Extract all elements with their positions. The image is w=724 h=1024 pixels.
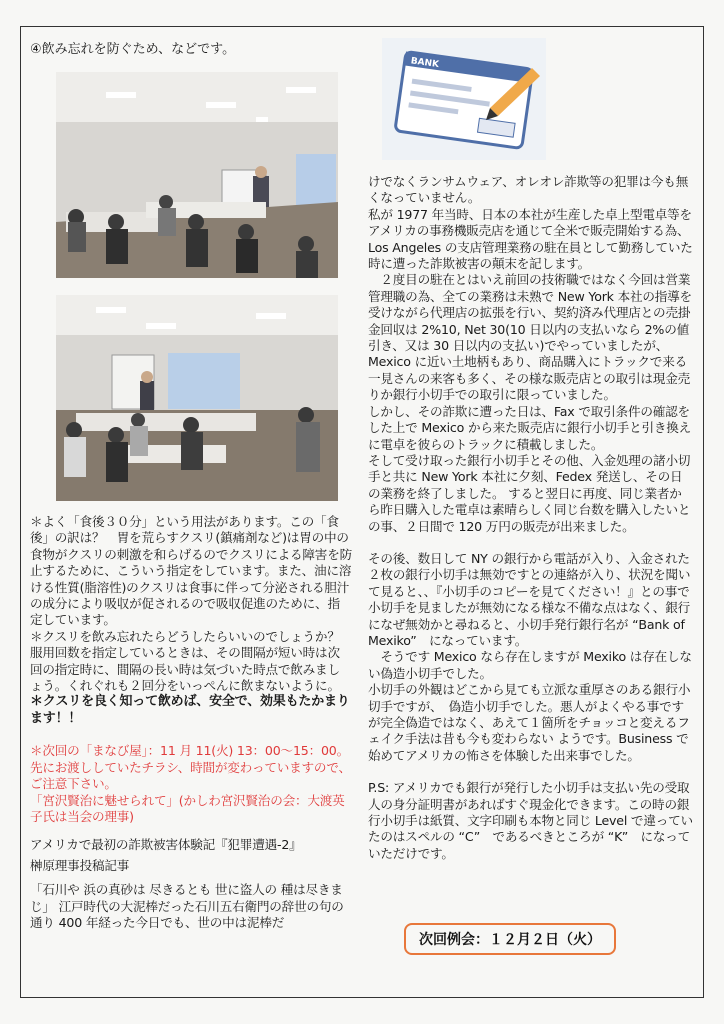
lecture-photo-2 xyxy=(56,295,338,501)
bank-card-label: BANK xyxy=(410,56,440,71)
article-ps: P.S: アメリカでも銀行が発行した小切手は支払い先の受取人の身分証明書があればすぐ現金化できます。この時の銀行小切手は紙質、文字印刷も本物と同じ Level で違っていたのはスペルの “C” であるべきところが “K” になっていただけです。 xyxy=(368,780,693,861)
article-author: 榊原理事投稿記事 xyxy=(30,857,130,873)
left-column xyxy=(30,514,352,931)
bank-card-illustration xyxy=(382,38,546,160)
article-title: アメリカで最初の詐欺被害体験記『犯罪遭遇-2』 xyxy=(30,837,302,853)
next-class-notice: ＊次回の「まなび屋」：11 月 11(火) 13：00～15：00。先にお渡ししていたチラシ、時間が変わっていますので、ご注意下さい。 xyxy=(30,743,351,792)
lecture-photo-1 xyxy=(56,72,338,278)
article-background: 私が 1977 年当時、日本の本社が生産した卓上型電卓等をアメリカの事務機販売店を通じて全米で販売開始する為、Los Angeles の支店管理業務の駐在員として勤務していた時に遭った詐欺被害の顛末を記します。 xyxy=(368,206,693,272)
right-column xyxy=(368,174,693,862)
article-continuation: けでなくランサムウェア、オレオレ詐欺等の犯罪は今も無くなっていません。 xyxy=(368,174,689,206)
next-meeting-box: 次回例会：１２月２日（火） xyxy=(404,923,616,955)
miyazawa-notice: 「宮沢賢治に魅せられて」(かしわ宮沢賢治の会：大渡英子氏は当会の理事) xyxy=(30,792,345,824)
safety-paragraph: ＊クスリを良く知って飲めば、安全で、効果もたかまります！！ xyxy=(30,694,350,726)
item-4-heading: ④飲み忘れを防ぐため、などです。 xyxy=(30,42,236,57)
article-forgery: 小切手の外観はどこから見ても立派な重厚さのある銀行小切手ですが、 偽造小切手でした。悪人がよくやる事ですが完全偽造ではなく、あえて１箇所をチョッコと変えるフェイク手法は昔も今も変わらない ようです。Business で始めてアメリカの怖さを体験した出来事でした。 xyxy=(368,682,691,763)
article-bank-call: その後、数日して NY の銀行から電話が入り、入金された２枚の銀行小切手は無効ですとの連絡が入り、状況を聞いて見ると、、『小切手のコピーを見てください！』との事で小切手を見ましたが無効になる様な不備な点はなく、銀行になぜ無効かと尋ねると、小切手発行銀行名が “Bank of Mexiko” になっています。 xyxy=(368,550,691,648)
missed-dose-paragraph: ＊クスリを飲み忘れたらどうしたらいいのでしょうか？ 服用回数を指定しているときは、その間隔が短い時は次回の指定時に、間隔の長い時は気づいた時点で飲みましょう。くれぐれも２回分をいっぺんに飲まないように。 xyxy=(30,628,353,694)
meal-timing-paragraph: ＊よく「食後３０分」という用法があります。この「食後」の訳は？ 胃を荒らすクスリ(鎮痛剤など)は胃の中の食物がクスリの刺激を和らげるのでクスリによる障害を防止するために、こういう指定をしています。また、油に溶ける性質(脂溶性)のクスリは食事に伴って分泌される胆汁の成分により吸収が促されるので吸収促進のために、指定しています。 xyxy=(30,514,352,628)
article-opening: 「石川や 浜の真砂は 尽きるとも 世に盗人の 種は尽きまじ」 江戸時代の大泥棒だった石川五右衛門の辞世の句の通り 400 年経った今日でも、世の中は泥棒だ xyxy=(30,882,344,930)
article-fraud-day: しかし、その詐欺に遭った日は、Fax で取引条件の確認をした上で Mexico から来た販売店に銀行小切手と引き換えに電卓を彼らのトラックに積載しました。 xyxy=(368,403,692,452)
article-mexiko: そうです Mexico なら存在しますが Mexiko は存在しない偽造小切手でした。 xyxy=(368,649,692,681)
article-business-terms: ２度目の駐在とはいえ前回の技術職ではなく今回は営業管理職の為、全ての業務は未熟で New York 本社の指導を受けながら代理店の拡張を行い、契約済み代理店との売掛金回収は 2%10, Net 30(10 日以内の支払いなら 2%の値引き、又は 30 日以内の支払い)でやっていましたが、Mexico に近い土地柄もあり、商品購入にトラックで来る一見さんの来客も多く、その様な販売店との取引は現金売りか銀行小切手での取引に限っていました。 xyxy=(368,272,692,403)
article-shipping: そして受け取った銀行小切手とその他、入金処理の諸小切手と共に New York 本社に夕刻、Fedex 発送し、その日の業務を終了しました。 すると翌日に再度、同じ業者から昨日購入した電卓は素晴らしく同じ台数を購入したいとの事、２日間で 120 万円の販売が出来ました。 xyxy=(368,452,691,534)
